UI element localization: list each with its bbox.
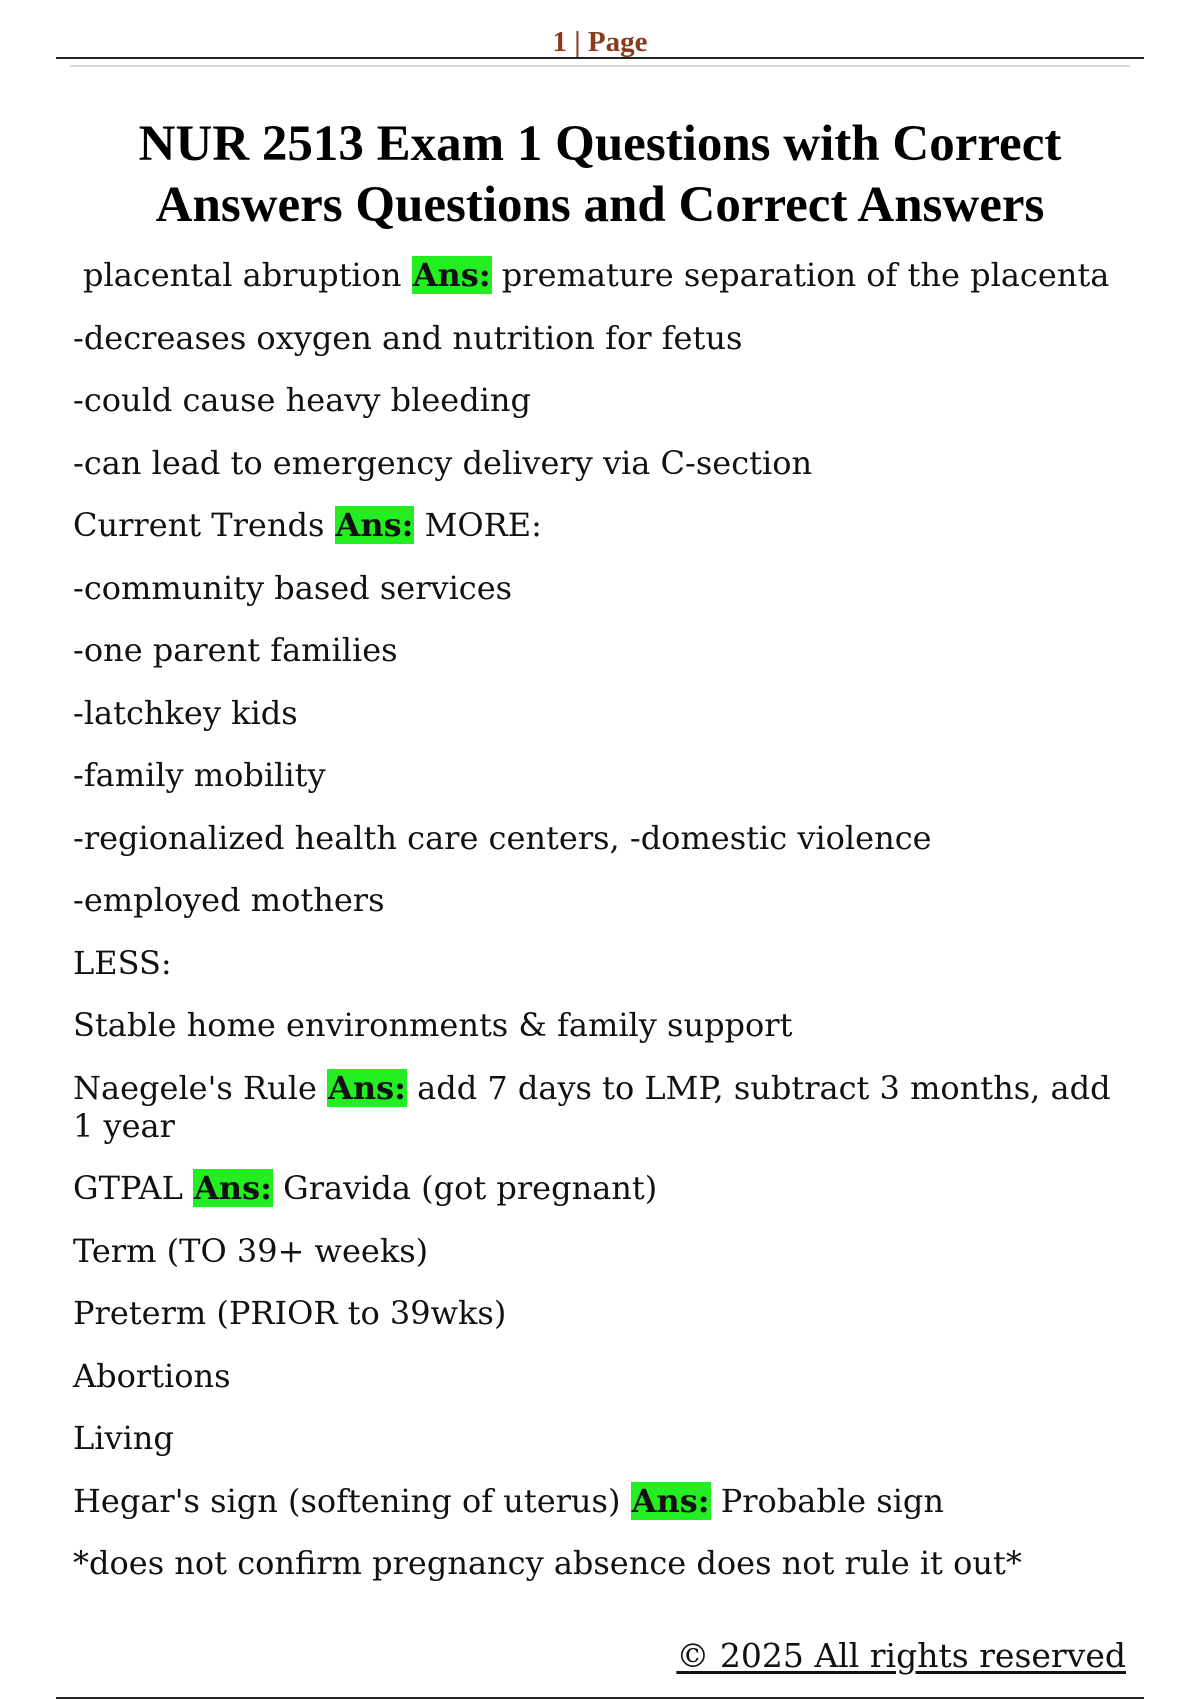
answer-text: Gravida (got pregnant) [283, 1169, 658, 1207]
answer-line: LESS: [73, 943, 172, 982]
answer-line: Stable home environments & family support [73, 1006, 793, 1044]
qa-entry-gtpal [73, 1169, 1133, 1207]
qa-entry-naegeles-rule [73, 1069, 1133, 1145]
ans-highlight: Ans: [412, 256, 491, 294]
answer-line: -employed mothers [73, 881, 385, 919]
answer-line: Term (TO 39+ weeks) [73, 1231, 429, 1270]
answer-text: Probable sign [720, 1481, 944, 1520]
qa-entry-current-trends [73, 506, 1133, 544]
ans-highlight: Ans: [335, 506, 414, 544]
answer-text: MORE: [424, 506, 542, 544]
question-term: Hegar's sign (softening of uterus) [73, 1481, 621, 1520]
answer-line: Abortions [73, 1356, 231, 1395]
answer-line: -latchkey kids [73, 693, 298, 732]
answer-line: -regionalized health care centers, -domestic violence [73, 818, 932, 857]
header-rule [56, 57, 1144, 59]
answer-line: Preterm (PRIOR to 39wks) [73, 1294, 507, 1332]
answer-line: *does not confirm pregnancy absence does not rule it out* [73, 1544, 1022, 1582]
page-number: 1 | Page [552, 26, 648, 58]
copyright-notice: © 2025 All rights reserved [676, 1636, 1126, 1675]
answer-line: -community based services [73, 568, 513, 607]
qa-content [73, 256, 1133, 1607]
answer-line: Living [73, 1419, 174, 1457]
title-line-2: Answers Questions and Correct Answers [155, 177, 1045, 233]
answer-line: -could cause heavy bleeding [73, 381, 531, 419]
title-line-1: NUR 2513 Exam 1 Questions with Correct [138, 116, 1062, 172]
question-term: Naegele's Rule [73, 1068, 317, 1107]
ans-highlight: Ans: [328, 1068, 406, 1107]
answer-text: premature separation of the placenta [501, 256, 1110, 294]
footer-rule [56, 1697, 1144, 1699]
document-title [56, 114, 1144, 236]
answer-text: add 7 days to LMP, subtract 3 months, add 1 year [73, 1068, 1111, 1145]
question-term: GTPAL [73, 1169, 183, 1207]
page-header [56, 26, 1144, 58]
answer-line: -decreases oxygen and nutrition for fetus [73, 318, 743, 357]
ans-highlight: Ans: [194, 1169, 272, 1207]
ans-highlight: Ans: [631, 1481, 710, 1520]
question-term: Current Trends [73, 506, 325, 544]
qa-entry-placental-abruption [83, 256, 1133, 294]
question-term: placental abruption [83, 256, 402, 294]
answer-line: -one parent families [73, 631, 398, 669]
qa-entry-hegars-sign [73, 1482, 1133, 1520]
header-rule-light [70, 65, 1130, 67]
answer-line: -can lead to emergency delivery via C-section [73, 443, 813, 482]
answer-line: -family mobility [73, 756, 326, 794]
